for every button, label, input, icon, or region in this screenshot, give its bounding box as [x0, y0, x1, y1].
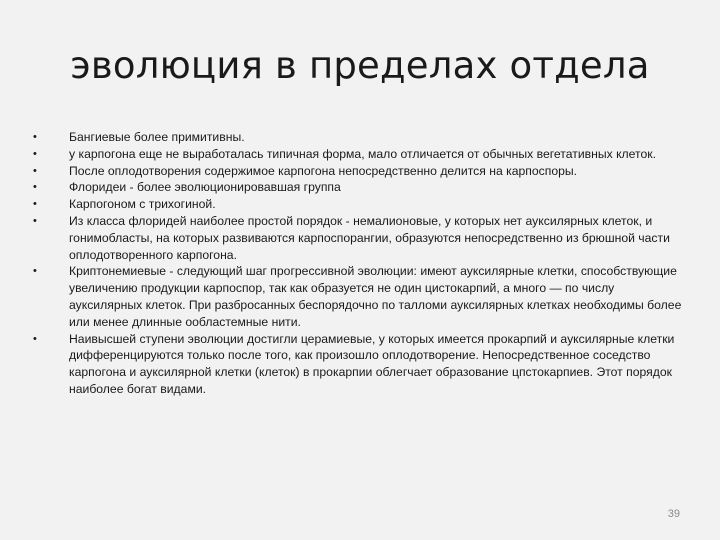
- bullet-text: Флоридеи - более эволюционировавшая группа: [69, 180, 341, 195]
- bullet-text: Криптонемиевые - следующий шаг прогрессивной эволюции: имеют ауксилярные клетки, способствующие увеличению продукции карпоспор, так как образуется не один цистокарпий, а много — по числу ауксилярных клеток. При разбросанных беспорядочно по талломи ауксилярных клетках необходимы более или менее длинные ообластемные нити.: [69, 264, 682, 329]
- bullet-text: Наивысшей ступени эволюции достигли церамиевые, у которых имеется прокарпий и ауксилярные клетки дифференцируются только после того, как произошло оплодотворение. Непосредственное соседство карпогона и ауксилярной клетки (клеток) в прокарпии облегчает образование цпстокарпиев. Этот порядок наиболее богат видами.: [69, 331, 675, 396]
- bullet-icon: •: [33, 181, 37, 194]
- list-item: [0, 146, 720, 163]
- list-item: [0, 196, 720, 213]
- bullet-icon: •: [33, 164, 37, 177]
- list-item: [0, 213, 720, 263]
- bullet-icon: •: [33, 131, 37, 143]
- bullet-icon: •: [33, 332, 37, 345]
- list-item: [0, 179, 720, 196]
- list-item: [0, 331, 720, 398]
- bullet-text: Из класса флоридей наиболее простой порядок - немалионовые, у которых нет ауксилярных клеток, и гонимобласты, на которых развиваются карпоспорангии, образуются непосредственно из брюшной части оплодотворенного карпогона.: [69, 213, 670, 262]
- bullet-list: [0, 129, 720, 398]
- list-item: [0, 263, 720, 330]
- bullet-text: Карпогоном с трихогиной.: [69, 197, 216, 212]
- bullet-icon: •: [33, 265, 37, 278]
- bullet-icon: •: [33, 214, 37, 227]
- bullet-text: Бангиевые более примитивны.: [69, 130, 245, 144]
- list-item: [0, 129, 720, 146]
- bullet-icon: •: [33, 147, 37, 160]
- bullet-text: у карпогона еще не выработалась типичная форма, мало отличается от обычных вегетативных клеток.: [69, 146, 656, 161]
- bullet-icon: •: [33, 198, 37, 211]
- slide-title: эволюция в пределах отдела: [70, 44, 650, 87]
- page-number: 39: [667, 508, 680, 520]
- list-item: [0, 163, 720, 180]
- bullet-text: После оплодотворения содержимое карпогона непосредственно делится на карпоспоры.: [69, 163, 578, 178]
